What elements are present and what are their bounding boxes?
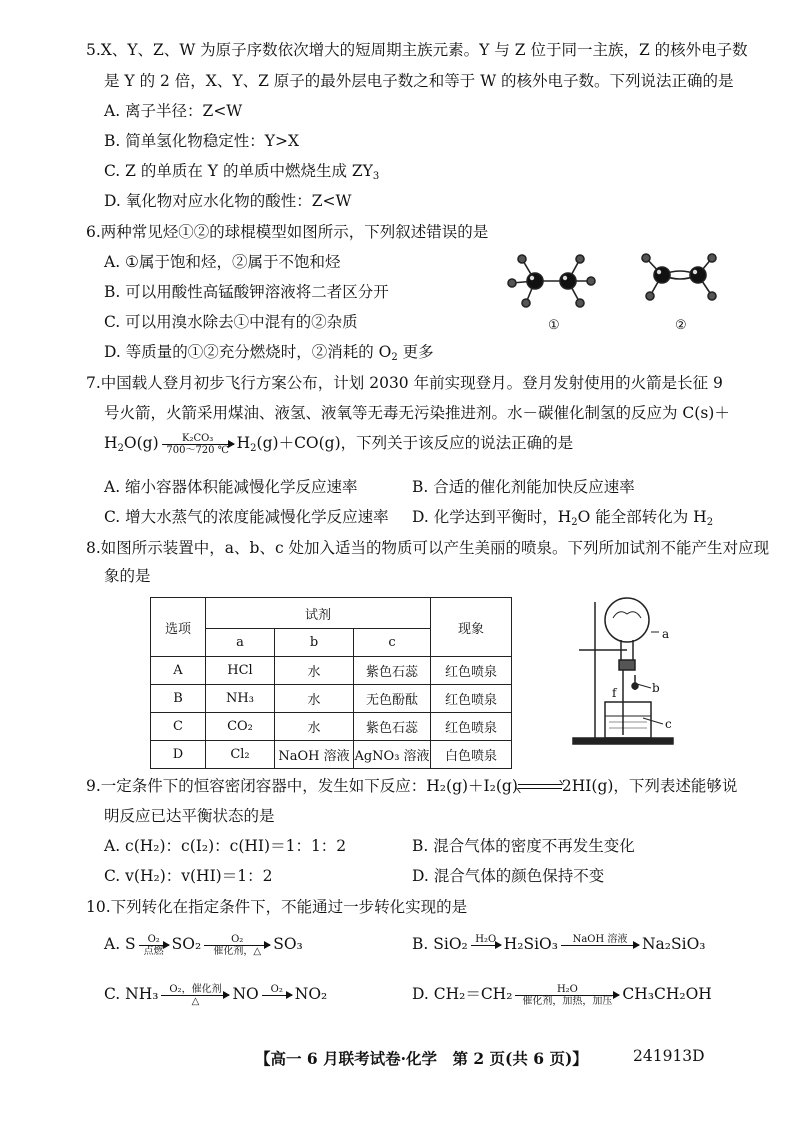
q9-option-a: A. c(H₂)：c(I₂)：c(HI)＝1：1：2 — [104, 837, 347, 855]
cell-b: 水 — [275, 685, 354, 713]
label-b: b — [652, 681, 660, 695]
q5-option-a: A. 离子半径：Z<W — [104, 102, 243, 120]
cell-a: Cl₂ — [206, 741, 275, 769]
cell-option: B — [151, 685, 206, 713]
cell-c: 无色酚酞 — [354, 685, 431, 713]
header-b: b — [275, 629, 354, 657]
header-option: 选项 — [151, 598, 206, 657]
q7-option-b: B. 合适的催化剂能加快反应速率 — [412, 478, 635, 496]
cell-phenomenon: 红色喷泉 — [431, 657, 512, 685]
page-footer-title: 【高一 6 月联考试卷·化学 第 2 页(共 6 页)】 — [255, 1049, 588, 1068]
q5-line1: 5.X、Y、Z、W 为原子序数依次增大的短周期主族元素。Y 与 Z 位于同一主族，Z 的核外电子数 — [86, 41, 748, 59]
reaction-arrow: $\frac{\text{K₂CO₃}}{700\sim 720 ℃}$ — [162, 433, 234, 456]
ethane-model — [508, 255, 595, 307]
q7-line2: 号火箭，火箭采用煤油、液氢、液氧等无毒无污染推进剂。水－碳催化制氢的反应为 C(s)＋ — [104, 404, 730, 422]
cell-b: 水 — [275, 657, 354, 685]
equilibrium-arrow — [518, 782, 562, 792]
molecule-label-2: ② — [675, 318, 687, 333]
q7-line1: 7.中国载人登月初步飞行方案公布，计划 2030 年前实现登月。登月发射使用的火箭是长征 9 — [86, 374, 723, 392]
q9-line1: 9.一定条件下的恒容密闭容器中，发生如下反应：H₂(g)＋I₂(g) 2HI(g)，下列表述能够说 — [86, 777, 738, 795]
cell-phenomenon: 白色喷泉 — [431, 741, 512, 769]
cell-b: 水 — [275, 713, 354, 741]
cell-phenomenon: 红色喷泉 — [431, 685, 512, 713]
q10-option-a: A. S O₂ 点燃 SO₂ O₂ 催化剂，△ SO₃ — [104, 933, 303, 957]
table-row — [151, 741, 512, 769]
ethylene-model — [642, 254, 716, 300]
q10-option-c: C. NH₃ O₂，催化剂 △ NO O₂ NO₂ — [104, 983, 328, 1007]
cell-option: C — [151, 713, 206, 741]
q6-option-a: A. ①属于饱和烃，②属于不饱和烃 — [104, 253, 341, 271]
cell-a: NH₃ — [206, 685, 275, 713]
label-c: c — [665, 717, 672, 731]
header-a: a — [206, 629, 275, 657]
q7-option-a: A. 缩小容器体积能减慢化学反应速率 — [104, 478, 358, 496]
q5-option-c: C. Z 的单质在 Y 的单质中燃烧生成 $ZY_3$ — [104, 162, 380, 182]
cell-option: D — [151, 741, 206, 769]
q5-option-d: D. 氧化物对应水化物的酸性：Z<W — [104, 192, 352, 210]
label-a: a — [662, 627, 670, 641]
q8-table — [150, 597, 512, 769]
q7-option-c: C. 增大水蒸气的浓度能减慢化学反应速率 — [104, 508, 389, 526]
cell-c: 紫色石蕊 — [354, 713, 431, 741]
molecule-models-figure — [500, 245, 730, 340]
q9-line2: 明反应已达平衡状态的是 — [104, 807, 275, 825]
q7-equation: $H_2O(g)$ $\frac{\text{K₂CO₃}}{700\sim 720 ℃}$ $H_2(g)+CO(g)$，下列关于该反应的说法正确的是 — [104, 432, 574, 456]
q6-option-b: B. 可以用酸性高锰酸钾溶液将二者区分开 — [104, 283, 389, 301]
page-footer-code: 241913D — [633, 1047, 705, 1065]
q9-option-d: D. 混合气体的颜色保持不变 — [412, 867, 605, 885]
cell-option: A — [151, 657, 206, 685]
cell-a: HCl — [206, 657, 275, 685]
q8-line1: 8.如图所示装置中，a、b、c 处加入适当的物质可以产生美丽的喷泉。下列所加试剂不能产生对应现 — [86, 539, 770, 557]
cell-phenomenon: 红色喷泉 — [431, 713, 512, 741]
q5-line2: 是 Y 的 2 倍，X、Y、Z 原子的最外层电子数之和等于 W 的核外电子数。下列说法正确的是 — [104, 72, 734, 90]
q10-option-d: D. CH₂＝CH₂ H₂O 催化剂，加热，加压 CH₃CH₂OH — [412, 983, 712, 1007]
q8-line2: 象的是 — [104, 567, 151, 585]
q7-option-d: D. 化学达到平衡时，$H_2O$ 能全部转化为 $H_2$ — [412, 508, 714, 528]
header-reagent: 试剂 — [206, 598, 431, 629]
header-c: c — [354, 629, 431, 657]
q10-stem: 10.下列转化在指定条件下，不能通过一步转化实现的是 — [86, 898, 468, 916]
table-row — [151, 685, 512, 713]
q5-option-b: B. 简单氢化物稳定性：Y>X — [104, 132, 299, 150]
cell-b: NaOH 溶液 — [275, 741, 354, 769]
q10-option-b: B. SiO₂ H₂O H₂SiO₃ NaOH 溶液 Na₂SiO₃ — [412, 933, 706, 953]
q9-option-b: B. 混合气体的密度不再发生变化 — [412, 837, 635, 855]
cell-a: CO₂ — [206, 713, 275, 741]
molecule-label-1: ① — [548, 318, 560, 333]
header-phenomenon: 现象 — [431, 598, 512, 657]
cell-c: AgNO₃ 溶液 — [354, 741, 431, 769]
q6-option-c: C. 可以用溴水除去①中混有的②杂质 — [104, 313, 358, 331]
q9-option-c: C. v(H₂)：v(HI)＝1：2 — [104, 867, 273, 885]
q6-option-d: D. 等质量的①②充分燃烧时，②消耗的 $O_2$ 更多 — [104, 343, 434, 363]
label-f: f — [612, 686, 617, 700]
table-row — [151, 657, 512, 685]
cell-c: 紫色石蕊 — [354, 657, 431, 685]
q6-stem: 6.两种常见烃①②的球棍模型如图所示，下列叙述错误的是 — [86, 223, 489, 241]
table-row — [151, 713, 512, 741]
